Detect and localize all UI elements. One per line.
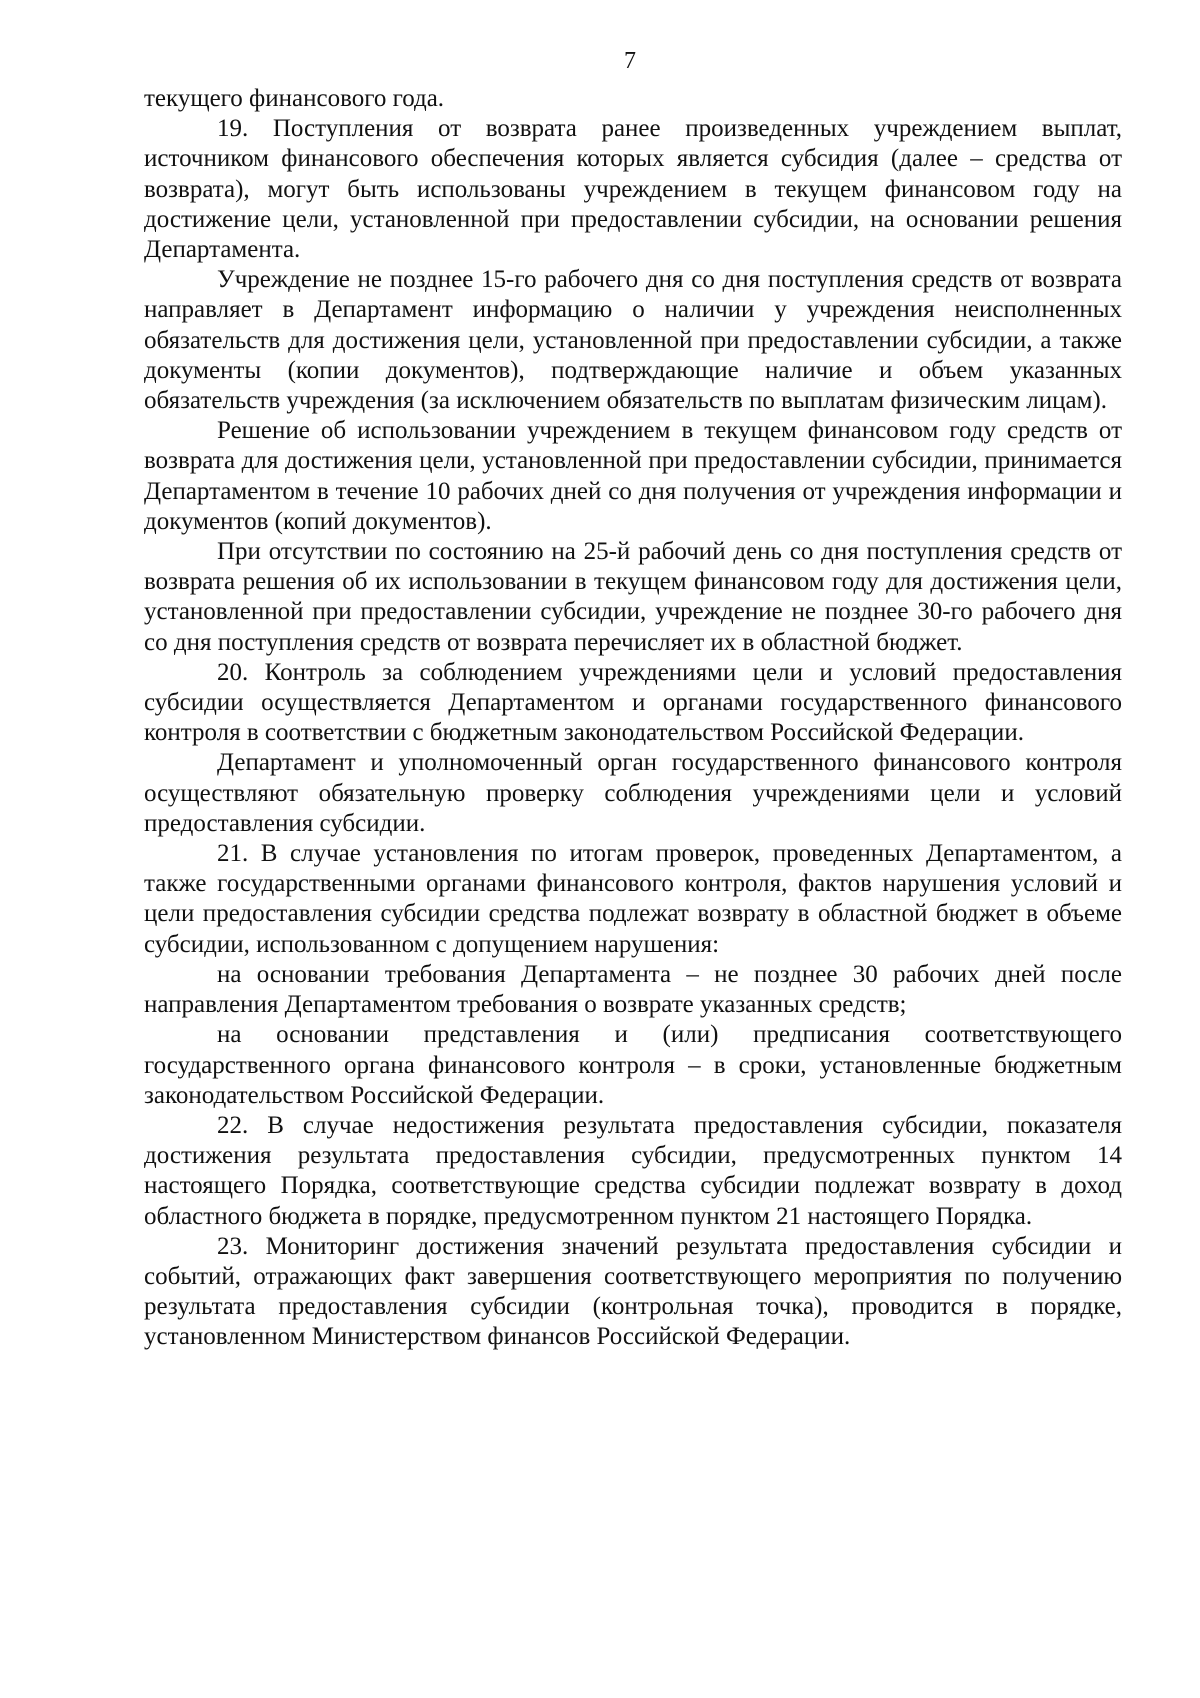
paragraph-item-22: 22. В случае недостижения результата предоставления субсидии, показателя достижения результата предоставления субсидии, предусмотренных пунктом 14 настоящего Порядка, соответствующие средства субсидии подлежат возврату в доход областного бюджета в порядке, предусмотренном пунктом 21 настоящего Порядка. — [144, 1111, 1122, 1230]
paragraph-item-19: 19. Поступления от возврата ранее произведенных учреждением выплат, источником финансового обеспечения которых является субсидия (далее – средства от возврата), могут быть использованы учреждением в текущем финансовом году на достижение цели, установленной при предоставлении субсидии, на основании решения Департамента. — [144, 115, 1122, 264]
paragraph: Учреждение не позднее 15-го рабочего дня со дня поступления средств от возврата направляет в Департамент информацию о наличии у учреждения неисполненных обязательств для достижения цели, установленной при предоставлении субсидии, а также документы (копии документов), подтверждающие наличие и объем указанных обязательств учреждения (за исключением обязательств по выплатам физическим лицам). — [144, 266, 1122, 415]
paragraph: текущего финансового года. — [144, 85, 445, 112]
paragraph-item-20: 20. Контроль за соблюдением учреждениями цели и условий предоставления субсидии осуществляется Департаментом и органами государственного финансового контроля в соответствии с бюджетным законодательством Российской Федерации. — [144, 658, 1122, 747]
paragraph: на основании требования Департамента – не позднее 30 рабочих дней после направления Департаментом требования о возврате указанных средств; — [144, 960, 1122, 1019]
paragraph: на основании представления и (или) предписания соответствующего государственного органа финансового контроля – в сроки, установленные бюджетным законодательством Российской Федерации. — [144, 1021, 1122, 1109]
paragraph: Решение об использовании учреждением в текущем финансовом году средств от возврата для достижения цели, установленной при предоставлении субсидии, принимается Департаментом в течение 10 рабочих дней со дня получения от учреждения информации и документов (копий документов). — [144, 417, 1122, 535]
paragraph-item-21: 21. В случае установления по итогам проверок, проведенных Департаментом, а также государственными органами финансового контроля, фактов нарушения условий и цели предоставления субсидии средства подлежат возврату в областной бюджет в объеме субсидии, использованном с допущением нарушения: — [144, 840, 1122, 958]
paragraph: Департамент и уполномоченный орган государственного финансового контроля осуществляют обязательную проверку соблюдения учреждениями цели и условий предоставления субсидии. — [144, 749, 1122, 837]
document-body — [144, 84, 1122, 1353]
page-number: 7 — [624, 48, 636, 74]
paragraph-item-23: 23. Мониторинг достижения значений результата предоставления субсидии и событий, отражающих факт завершения соответствующего мероприятия по получению результата предоставления субсидии (контрольная точка), проводится в порядке, установленном Министерством финансов Российской Федерации. — [144, 1232, 1122, 1351]
paragraph: При отсутствии по состоянию на 25-й рабочий день со дня поступления средств от возврата решения об их использовании в текущем финансовом году для достижения цели, установленной при предоставлении субсидии, учреждение не позднее 30-го рабочего дня со дня поступления средств от возврата перечисляет их в областной бюджет. — [144, 538, 1122, 656]
